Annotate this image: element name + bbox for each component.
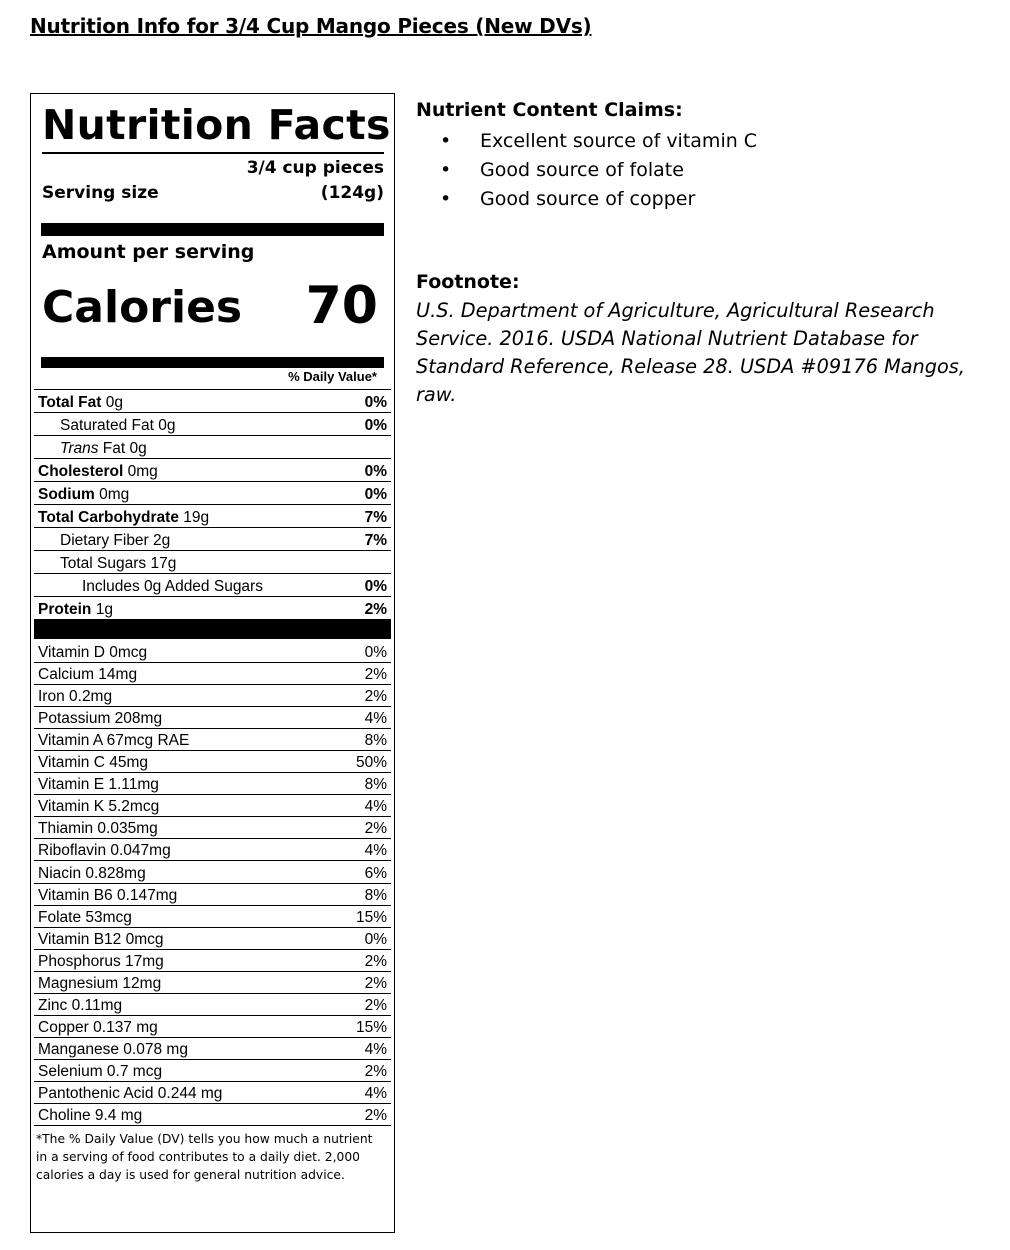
calories-value: 70 — [305, 276, 378, 336]
nutrient-name: Saturated Fat 0g — [60, 417, 176, 434]
list-item — [440, 155, 757, 184]
daily-value: 0% — [364, 930, 387, 948]
daily-value: 15% — [355, 1018, 387, 1036]
table-row — [34, 505, 391, 528]
daily-value: 0% — [364, 644, 387, 662]
table-row — [34, 906, 391, 928]
nutrient-name: Riboflavin 0.047mg — [38, 842, 171, 860]
table-row — [34, 685, 391, 707]
nutrient-amount: 19g — [178, 509, 210, 526]
table-row — [34, 994, 391, 1016]
table-row — [34, 459, 391, 482]
table-row — [34, 436, 391, 459]
thick-divider — [41, 357, 384, 368]
thick-divider — [41, 223, 384, 236]
nutrient-name: Dietary Fiber 2g — [60, 532, 171, 549]
table-row — [34, 707, 391, 729]
daily-value: 0% — [364, 417, 387, 434]
nutrient-name: Vitamin K 5.2mcg — [38, 798, 160, 816]
table-row — [34, 528, 391, 551]
daily-value: 2% — [364, 666, 387, 684]
table-row — [34, 751, 391, 773]
nutrient-name: Manganese 0.078 mg — [38, 1040, 188, 1058]
daily-value: 2% — [364, 1107, 387, 1125]
table-row — [34, 972, 391, 994]
claims-list — [440, 126, 757, 213]
claim-text: Good source of copper — [480, 187, 696, 210]
serving-amount — [247, 156, 384, 206]
table-row — [34, 861, 391, 883]
nutrient-name: Total Fat — [38, 394, 102, 411]
daily-value: 4% — [364, 842, 387, 860]
nutrient-amount: 0g — [101, 394, 123, 411]
serving-size-label: Serving size — [42, 183, 159, 203]
daily-value: 4% — [364, 1040, 387, 1058]
footnote-title: Footnote: — [416, 271, 520, 293]
nutrient-name: Vitamin D 0mcg — [38, 644, 148, 662]
nutrition-facts-heading: Nutrition Facts — [42, 100, 384, 154]
daily-value: 2% — [364, 1062, 387, 1080]
table-row — [34, 482, 391, 505]
serving-amount-line1: 3/4 cup pieces — [246, 158, 384, 178]
table-row — [34, 773, 391, 795]
daily-value: 7% — [364, 509, 387, 526]
nutrient-amount: 0mg — [94, 486, 130, 503]
nutrient-name: Phosphorus 17mg — [38, 952, 164, 970]
nutrient-name: Vitamin B12 0mcg — [38, 930, 164, 948]
daily-value: 2% — [364, 820, 387, 838]
daily-value: 0% — [364, 486, 387, 503]
nutrient-name: Total Carbohydrate — [38, 509, 179, 526]
table-row — [34, 390, 391, 413]
daily-value: 0% — [364, 394, 387, 411]
daily-value: 2% — [364, 601, 387, 618]
table-row — [34, 839, 391, 861]
serving-amount-line2: (124g) — [320, 183, 384, 203]
nutrient-amount: 1g — [91, 601, 113, 618]
nutrient-name: Iron 0.2mg — [38, 688, 113, 706]
bullet-icon: • — [440, 158, 452, 181]
table-row — [34, 1082, 391, 1104]
nutrient-name: Cholesterol — [38, 463, 124, 480]
table-row — [34, 1104, 391, 1126]
table-row — [34, 413, 391, 436]
daily-value: 0% — [364, 463, 387, 480]
table-row — [34, 928, 391, 950]
table-row — [34, 1016, 391, 1038]
table-row — [34, 817, 391, 839]
nutrient-name: Vitamin A 67mcg RAE — [38, 732, 190, 750]
daily-value: 50% — [355, 754, 387, 772]
table-row — [34, 729, 391, 751]
nutrient-name: Protein — [38, 601, 92, 618]
nutrient-name: Thiamin 0.035mg — [38, 820, 158, 838]
bullet-icon: • — [440, 129, 452, 152]
daily-value: 2% — [364, 974, 387, 992]
nutrient-name: Sodium — [38, 486, 95, 503]
nutrient-name: Copper 0.137 mg — [38, 1018, 158, 1036]
list-item — [440, 184, 757, 213]
amount-per-serving: Amount per serving — [42, 241, 255, 263]
vitamin-mineral-table — [34, 641, 391, 1126]
table-row — [34, 663, 391, 685]
nutrient-name: Magnesium 12mg — [38, 974, 162, 992]
footnote-text: U.S. Department of Agriculture, Agricultural Research Service. 2016. USDA National Nutrient Database for Standard Reference, Release 28. USDA #09176 Mangos, raw. — [416, 299, 965, 406]
daily-value: 2% — [364, 952, 387, 970]
table-row — [34, 597, 391, 619]
table-row — [34, 1060, 391, 1082]
nutrient-name: Vitamin C 45mg — [38, 754, 148, 772]
nutrient-name: Choline 9.4 mg — [38, 1107, 143, 1125]
table-row — [34, 574, 391, 597]
daily-value: 15% — [355, 908, 387, 926]
nutrient-name: Potassium 208mg — [38, 710, 163, 728]
nutrient-name: Pantothenic Acid 0.244 mg — [38, 1084, 223, 1102]
nutrient-name-italic: Trans — [60, 440, 99, 457]
daily-value: 4% — [364, 710, 387, 728]
daily-value: 4% — [364, 798, 387, 816]
table-row — [34, 795, 391, 817]
nutrient-name: Vitamin E 1.11mg — [38, 776, 159, 794]
daily-value: 8% — [364, 886, 387, 904]
table-row — [34, 551, 391, 574]
nutrient-amount: 0mg — [123, 463, 158, 480]
nutrient-name: Vitamin B6 0.147mg — [38, 886, 178, 904]
nutrient-name: Niacin 0.828mg — [38, 864, 146, 882]
nutrient-name: Fat 0g — [98, 440, 147, 457]
claim-text: Excellent source of vitamin C — [480, 129, 758, 152]
nutrition-facts-label — [30, 93, 395, 1233]
daily-value-footnote: *The % Daily Value (DV) tells you how much a nutrient in a serving of food contributes to a daily diet. 2,000 calories a day is used for general nutrition advice. — [36, 1132, 373, 1183]
daily-value: 8% — [364, 776, 387, 794]
thick-divider — [34, 619, 391, 639]
table-row — [34, 884, 391, 906]
claim-text: Good source of folate — [480, 158, 684, 181]
calories-label: Calories — [42, 282, 243, 333]
daily-value: 2% — [364, 996, 387, 1014]
table-row — [34, 1038, 391, 1060]
claims-title: Nutrient Content Claims: — [416, 99, 683, 121]
nutrient-name: Selenium 0.7 mcg — [38, 1062, 163, 1080]
daily-value: 8% — [364, 732, 387, 750]
daily-value: 7% — [364, 532, 387, 549]
daily-value: 4% — [364, 1084, 387, 1102]
nutrient-name: Folate 53mcg — [38, 908, 132, 926]
daily-value: 2% — [364, 688, 387, 706]
nutrient-name: Total Sugars 17g — [60, 555, 177, 572]
table-row — [34, 641, 391, 663]
nutrient-name: Includes 0g Added Sugars — [82, 578, 263, 595]
list-item — [440, 126, 757, 155]
nutrient-name: Zinc 0.11mg — [38, 996, 123, 1014]
bullet-icon: • — [440, 187, 452, 210]
daily-value-header: % Daily Value* — [288, 369, 377, 384]
macro-table — [34, 389, 391, 1184]
nutrient-name: Calcium 14mg — [38, 666, 138, 684]
daily-value: 0% — [364, 578, 387, 595]
table-row — [34, 950, 391, 972]
page-title: Nutrition Info for 3/4 Cup Mango Pieces (New DVs) — [30, 14, 592, 38]
daily-value: 6% — [364, 864, 387, 882]
